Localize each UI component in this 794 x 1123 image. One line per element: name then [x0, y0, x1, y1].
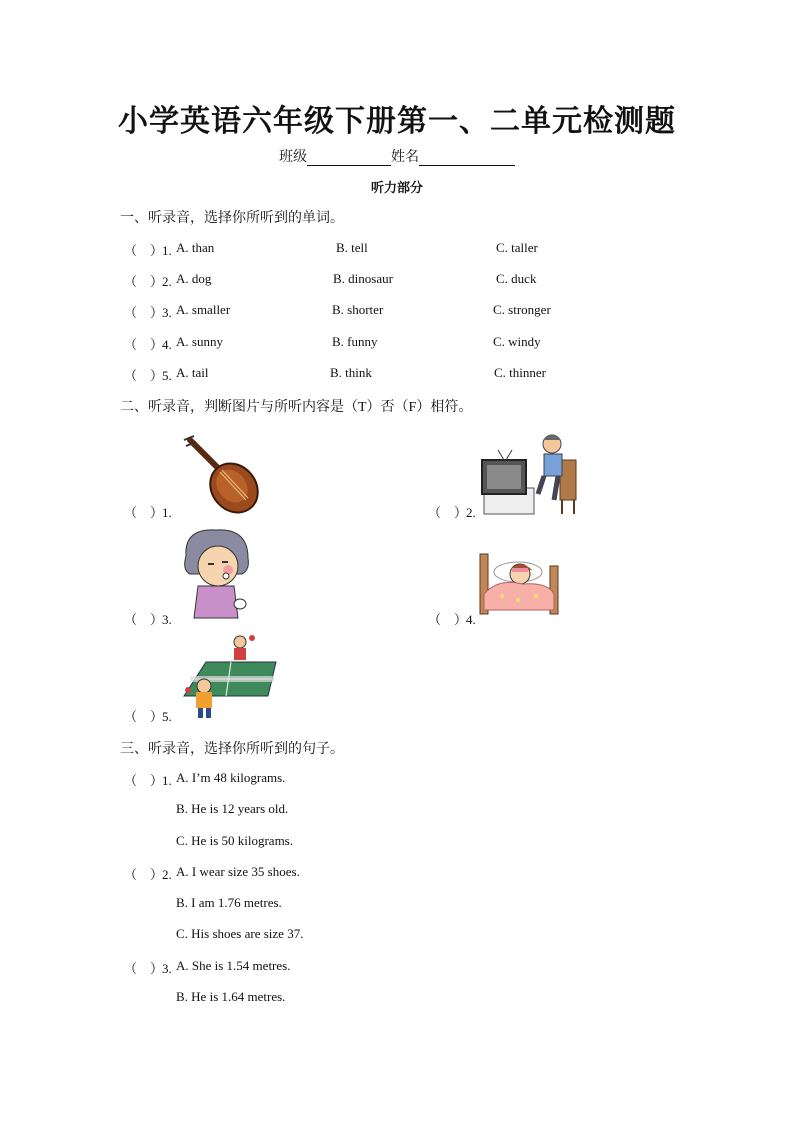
section1-heading: 一、听录音，选择你所听到的单词。 [120, 211, 344, 226]
s1-q5-option-b: B. think [330, 365, 372, 380]
answer-paren[interactable]: （ ） [428, 612, 468, 627]
s3-q3-option-b: B. He is 1.64 metres. [176, 989, 286, 1004]
sick-girl-in-bed-picture [478, 550, 562, 620]
answer-paren[interactable]: （ ） [124, 612, 164, 627]
s1-q4-option-b: B. funny [332, 334, 378, 349]
class-blank[interactable] [307, 151, 391, 166]
s3-question-2 [124, 864, 172, 883]
s1-question-1 [124, 240, 172, 259]
s3-q1-option-c: C. He is 50 kilograms. [176, 833, 293, 848]
answer-paren[interactable]: （ ） [124, 337, 164, 352]
s1-question-2 [124, 271, 172, 290]
s3-question-1 [124, 770, 172, 789]
s3-q1-option-a: A. I’m 48 kilograms. [176, 770, 286, 785]
answer-paren[interactable]: （ ） [124, 961, 164, 976]
s2-question-2 [428, 502, 476, 521]
name-blank[interactable] [419, 151, 515, 166]
section2-heading: 二、听录音，判断图片与所听内容是（T）否（F）相符。 [120, 400, 473, 415]
s2-question-1 [124, 502, 172, 521]
question-number: 2. [466, 505, 476, 520]
s2-question-4 [428, 609, 476, 628]
answer-paren[interactable]: （ ） [124, 773, 164, 788]
s2-question-5 [124, 706, 172, 725]
answer-paren[interactable]: （ ） [124, 505, 164, 520]
s3-q2-option-b: B. I am 1.76 metres. [176, 895, 282, 910]
class-label: 班级 [279, 150, 307, 165]
answer-paren[interactable]: （ ） [124, 305, 164, 320]
section3-heading: 三、听录音，选择你所听到的句子。 [120, 742, 344, 757]
watching-tv-picture [478, 430, 580, 518]
s1-question-3 [124, 302, 172, 321]
sick-boy-picture [180, 526, 254, 620]
s1-q3-option-c: C. stronger [493, 302, 551, 317]
question-number: 1. [162, 243, 172, 258]
name-label: 姓名 [391, 150, 419, 165]
s3-q1-option-b: B. He is 12 years old. [176, 801, 289, 816]
s1-question-5 [124, 365, 172, 384]
s3-q3-option-a: A. She is 1.54 metres. [176, 958, 291, 973]
answer-paren[interactable]: （ ） [124, 274, 164, 289]
s1-question-4 [124, 334, 172, 353]
s1-q4-option-c: C. windy [493, 334, 541, 349]
question-number: 1. [162, 773, 172, 788]
s3-q2-option-c: C. His shoes are size 37. [176, 926, 304, 941]
answer-paren[interactable]: （ ） [428, 505, 468, 520]
s1-q2-option-a: A. dog [176, 271, 212, 286]
s1-q2-option-c: C. duck [496, 271, 537, 286]
question-number: 2. [162, 274, 172, 289]
s1-q3-option-a: A. smaller [176, 302, 231, 317]
question-number: 2. [162, 867, 172, 882]
s1-q3-option-b: B. shorter [332, 302, 384, 317]
answer-paren[interactable]: （ ） [124, 368, 164, 383]
s3-q2-option-a: A. I wear size 35 shoes. [176, 864, 300, 879]
question-number: 5. [162, 709, 172, 724]
answer-paren[interactable]: （ ） [124, 243, 164, 258]
s3-question-3 [124, 958, 172, 977]
s1-q2-option-b: B. dinosaur [333, 271, 393, 286]
answer-paren[interactable]: （ ） [124, 709, 164, 724]
class-name-line [0, 146, 794, 166]
question-number: 3. [162, 305, 172, 320]
question-number: 1. [162, 505, 172, 520]
s1-q4-option-a: A. sunny [176, 334, 223, 349]
page-title: 小学英语六年级下册第一、二单元检测题 [118, 104, 676, 139]
ping-pong-picture [176, 632, 282, 720]
s1-q1-option-a: A. than [176, 240, 215, 255]
question-number: 5. [162, 368, 172, 383]
s1-q5-option-a: A. tail [176, 365, 209, 380]
pipa-picture [180, 432, 264, 516]
question-number: 4. [466, 612, 476, 627]
s2-question-3 [124, 609, 172, 628]
question-number: 4. [162, 337, 172, 352]
s1-q1-option-b: B. tell [336, 240, 368, 255]
s1-q1-option-c: C. taller [496, 240, 538, 255]
answer-paren[interactable]: （ ） [124, 867, 164, 882]
question-number: 3. [162, 961, 172, 976]
question-number: 3. [162, 612, 172, 627]
s1-q5-option-c: C. thinner [494, 365, 546, 380]
listening-header: 听力部分 [370, 180, 423, 195]
